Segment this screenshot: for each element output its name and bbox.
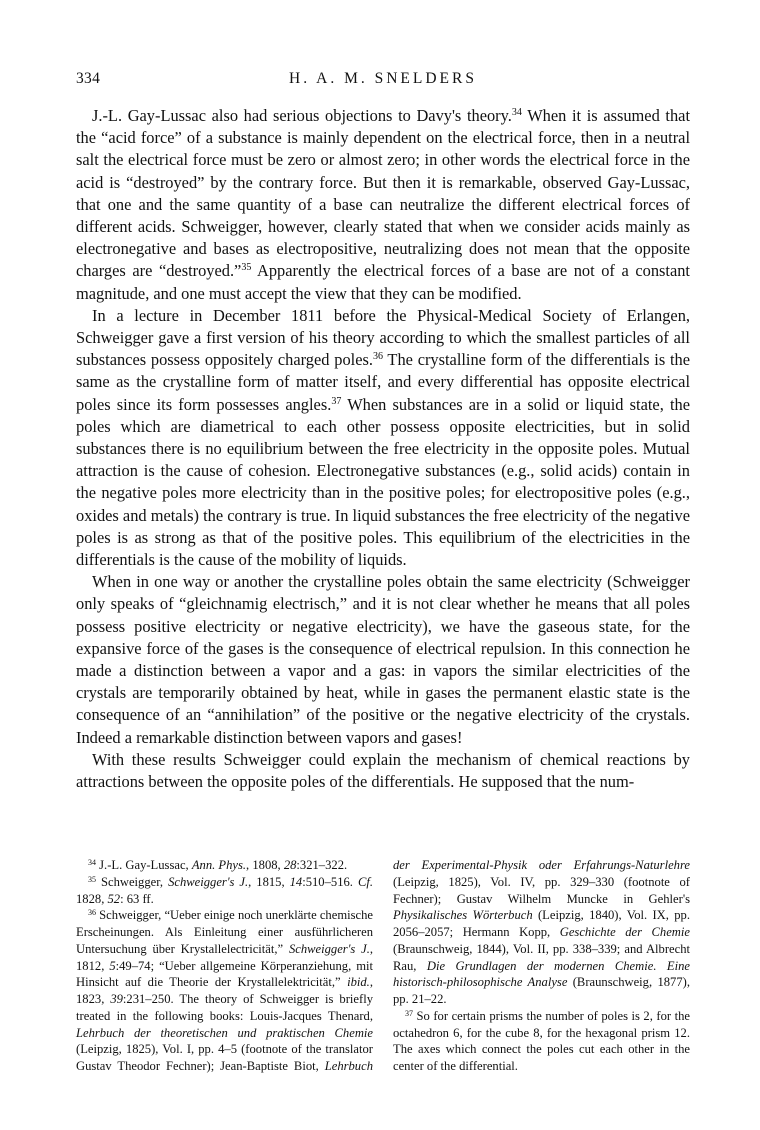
footnote-36: $^{36}$ Schweigger, “Ueber einige noch unerklärte chemische Erscheinungen. Als Einleitung einer ausführlicheren Untersuchung über Krystallelectricität,” Schweigger's J., 1812, 5:49–74; “Ueber allgemeine Körperanziehung, mit Hinsicht auf die Theorie der Krystallelektricität,” ibid., 1823, 39:231–250. The theory of Schweigger is briefly treated in the following books: Louis-Jacques Thenard, Lehrbuch der theoretischen und praktischen Chemie (Leipzig, 1825), Vol. I, pp. 4–5 (footnote of the translator Gustav Theodor Fechner); Jean-Baptiste Biot, Lehrbuch der Experimental-Physik oder Erfahrungs-Naturlehre (Leipzig, 1825), Vol. IV, pp. 329–330 (footnote of Fechner); Gustav Wilhelm Muncke in Gehler's Physikalisches Wörterbuch (Leipzig, 1840), Vol. IX, pp. 2056–2057; Hermann Kopp, Geschichte der Chemie (Braunschweig, 1844), Vol. II, pp. 338–339; and Albrecht Rau, Die Grundlagen der modernen Chemie. Eine historisch-philosophische Analyse (Braunschweig, 1877), pp. 21–22. (76, 858, 691, 1073)
footnote-35: $^{35}$ Schweigger, Schweigger's J., 1815, 14:510–516. Cf. 1828, 52: 63 ff. (76, 874, 373, 906)
running-header (76, 70, 690, 92)
paragraph: J.-L. Gay-Lussac also had serious objections to Davy's theory.$^{34}$ When it is assumed that the “acid force” of a substance is mainly dependent on the electrical force, then in a neutral salt the electrical force must be zero or almost zero; in other words the electrical force in the acid is “destroyed” by the contrary force. But then it is remarkable, observed Gay-Lussac, that one and the same quantity of a base can neutralize the different electrical forces of different acids. Schweigger, however, clearly stated that when we consider acids mainly as electronegative and bases as electropositive, neutralizing does not mean that the opposite charges are “destroyed.”$^{35}$ Apparently the electrical forces of a base are not of a constant magnitude, and one must accept the view that they can be modified. (76, 106, 690, 303)
paragraph: In a lecture in December 1811 before the Physical-Medical Society of Erlangen, Schweigger gave a first version of his theory according to which the smallest particles of all substances possess oppositely charged poles.$^{36}$ The crystalline form of the differentials is the same as the crystalline form of matter itself, and every differential has opposite electrical poles since its form possesses angles.$^{37}$ When substances are in a solid or liquid state, the poles which are diametrical to each other possess opposite electricities, but in solid substances there is no equilibrium between the free electricity in the opposite poles. Mutual attraction is the cause of cohesion. Electronegative substances (e.g., solid acids) contain in the negative poles more electricity than in the positive poles; for electropositive poles (e.g., oxides and metals) the contrary is true. In liquid substances the free electricity of the negative poles is as strong as that of the positive poles. This equilibrium of the electricities in the differentials is the cause of the mobility of liquids. (76, 305, 690, 570)
running-title: H. A. M. SNELDERS (289, 70, 477, 87)
footnotes (76, 857, 690, 1075)
paragraph: With these results Schweigger could explain the mechanism of chemical reactions by attractions between the opposite poles of the differentials. He supposed that the num- (76, 749, 690, 792)
footnote-34: $^{34}$ J.-L. Gay-Lussac, Ann. Phys., 1808, 28:321–322. (88, 858, 348, 872)
body-text (76, 105, 690, 793)
page-number: 334 (76, 70, 101, 87)
paragraph: When in one way or another the crystalline poles obtain the same electricity (Schweigger only speaks of “gleichnamig electrisch,” and it is not clear whether he means that all poles possess positive electricity or negative electricity), we have the gaseous state, for the expansive force of the gases is the consequence of electrical repulsion. In this connection he made a distinction between a vapor and a gas: in vapors the similar electricities of the crystals are temporarily obtained by heat, while in gases the permanent elastic state is the consequence of an “annihilation” of the positive or the negative electricity of the crystals. Indeed a remarkable distinction between vapors and gases! (76, 572, 690, 747)
footnote-37: $^{37}$ So for certain prisms the number of poles is 2, for the octahedron 6, for the cube 8, for the hexagonal prism 12. The axes which connect the poles cut each other in the center of the differential. (393, 1008, 690, 1073)
